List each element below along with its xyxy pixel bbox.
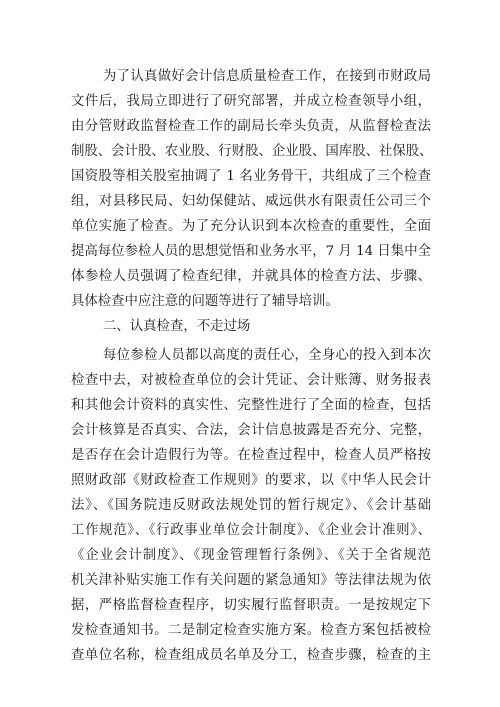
paragraph-1-line-8: 提高每位参检人员的思想觉悟和业务水平，7 月 14 日集中全 xyxy=(71,244,431,259)
paragraph-2-line-3: 和其他会计资料的真实性、完整性进行了全面的检查，包括 xyxy=(71,398,431,413)
paragraph-1-line-3: 由分管财政监督检查工作的副局长牵头负责，从监督检查法 xyxy=(71,119,431,134)
paragraph-2-line-10: 机关津补贴实施工作有关问题的紧急通知》等法律法规为依 xyxy=(71,573,431,588)
paragraph-1-line-9: 体参检人员强调了检查纪律，并就具体的检查方法、步骤、 xyxy=(71,269,431,284)
paragraph-2-line-4: 会计核算是否真实、合法，会计信息披露是否充分、完整， xyxy=(71,423,431,438)
paragraph-2-line-13: 查单位名称，检查组成员名单及分工，检查步骤，检查的主 xyxy=(71,648,431,663)
paragraph-1-line-7: 单位实施了检查。为了充分认识到本次检查的重要性，全面 xyxy=(71,219,431,234)
paragraph-2-line-2: 检查中去，对被检查单位的会计凭证、会计账簿、财务报表 xyxy=(71,373,431,388)
paragraph-1-line-6: 组，对县移民局、妇幼保健站、威远供水有限责任公司三个 xyxy=(71,194,431,209)
paragraph-1-line-2: 文件后，我局立即进行了研究部署，并成立检查领导小组， xyxy=(71,94,431,109)
paragraph-2-line-1: 每位参检人员都以高度的责任心，全身心的投入到本次 xyxy=(103,348,431,363)
paragraph-2-line-12: 发检查通知书。二是制定检查实施方案。检查方案包括被检 xyxy=(71,623,431,638)
paragraph-1-line-4: 制股、会计股、农业股、行财股、企业股、国库股、社保股、 xyxy=(71,144,433,159)
paragraph-2-line-11: 据，严格监督检查程序，切实履行监督职责。一是按规定下 xyxy=(71,598,431,613)
paragraph-2-line-6: 照财政部《财政检查工作规则》的要求，以《中华人民会计 xyxy=(71,473,431,488)
paragraph-2-line-9: 《企业会计制度》、《现金管理暂行条例》、《关于全省规范 xyxy=(71,548,431,563)
section-heading: 二、认真检查，不走过场 xyxy=(103,319,251,334)
paragraph-2-line-5: 是否存在会计造假行为等。在检查过程中，检查人员严格按 xyxy=(71,448,431,463)
paragraph-1-line-10: 具体检查中应注意的问题等进行了辅导培训。 xyxy=(71,294,339,309)
paragraph-1-line-1: 为了认真做好会计信息质量检查工作，在接到市财政局 xyxy=(103,69,431,84)
paragraph-2-line-8: 工作规范》、《行政事业单位会计制度》、《企业会计准则》、 xyxy=(71,523,431,538)
paragraph-1-line-5: 国资股等相关股室抽调了 1 名业务骨干，共组成了三个检查 xyxy=(71,169,431,184)
paragraph-2-line-7: 法》、《国务院违反财政法规处罚的暂行规定》、《会计基础 xyxy=(71,498,431,513)
